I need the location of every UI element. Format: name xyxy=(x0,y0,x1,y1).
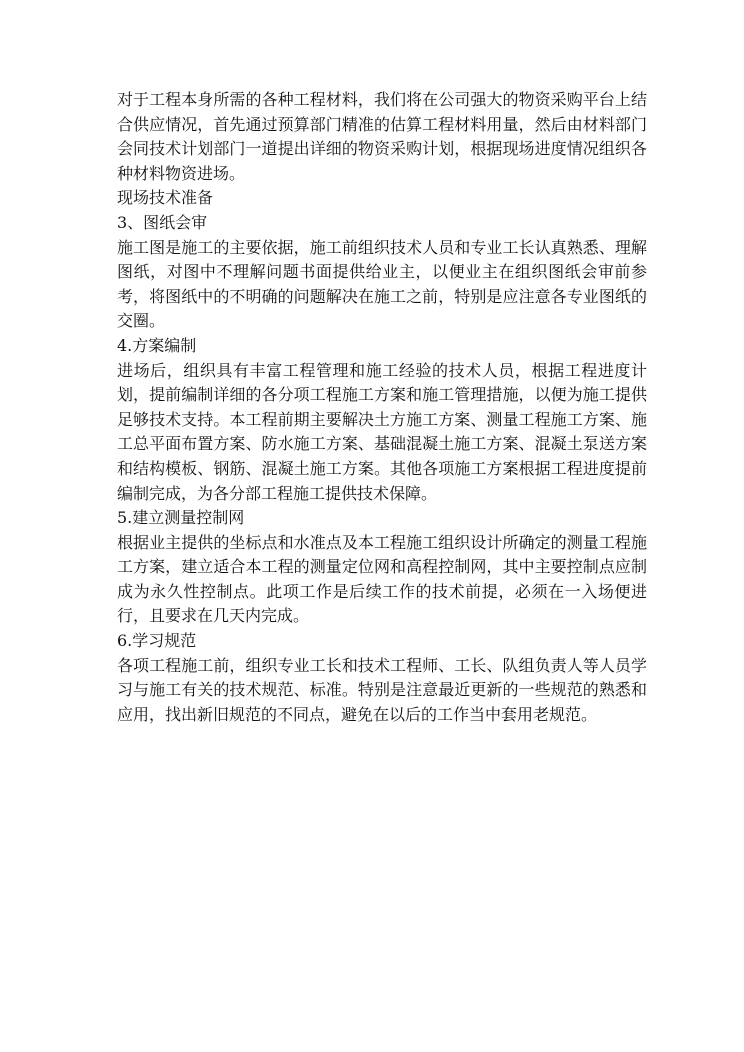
heading-plan-compilation: 4.方案编制 xyxy=(117,335,197,355)
paragraph-drawing-review: 施工图是施工的主要依据，施工前组织技术人员和专业工长认真熟悉、理解图纸，对图中不理解问题书面提供给业主，以便业主在组织图纸会审前参考，将图纸中的不明确的问题解决在施工之前，特别是应注意各专业图纸的交圈。 xyxy=(117,237,647,331)
heading-study-specs: 6.学习规范 xyxy=(117,631,197,651)
heading-drawing-review: 3、图纸会审 xyxy=(117,212,208,232)
heading-site-tech-prep: 现场技术准备 xyxy=(117,188,214,208)
paragraph-survey-control-network: 根据业主提供的坐标点和水准点及本工程施工组织设计所确定的测量工程施工方案，建立适合本工程的测量定位网和高程控制网，其中主要控制点应制成为永久性控制点。此项工作是后续工作的技术前提，必须在一入场便进行，且要求在几天内完成。 xyxy=(117,532,647,626)
paragraph-study-specs: 各项工程施工前，组织专业工长和技术工程师、工长、队组负责人等人员学习与施工有关的技术规范、标准。特别是注意最近更新的一些规范的熟悉和应用，找出新旧规范的不同点，避免在以后的工作当中套用老规范。 xyxy=(117,655,647,724)
heading-survey-control-network: 5.建立测量控制网 xyxy=(117,508,245,528)
document-page xyxy=(117,88,647,727)
paragraph-materials: 对于工程本身所需的各种工程材料，我们将在公司强大的物资采购平台上结合供应情况，首先通过预算部门精准的估算工程材料用量，然后由材料部门会同技术计划部门一道提出详细的物资采购计划，根据现场进度情况组织各种材料物资进场。 xyxy=(117,90,647,183)
paragraph-plan-compilation: 进场后，组织具有丰富工程管理和施工经验的技术人员，根据工程进度计划，提前编制详细的各分项工程施工方案和施工管理措施，以便为施工提供足够技术支持。本工程前期主要解决土方施工方案、测量工程施工方案、施工总平面布置方案、防水施工方案、基础混凝土施工方案、混凝土泵送方案和结构模板、钢筋、混凝土施工方案。其他各项施工方案根据工程进度提前编制完成，为各分部工程施工提供技术保障。 xyxy=(117,360,647,503)
